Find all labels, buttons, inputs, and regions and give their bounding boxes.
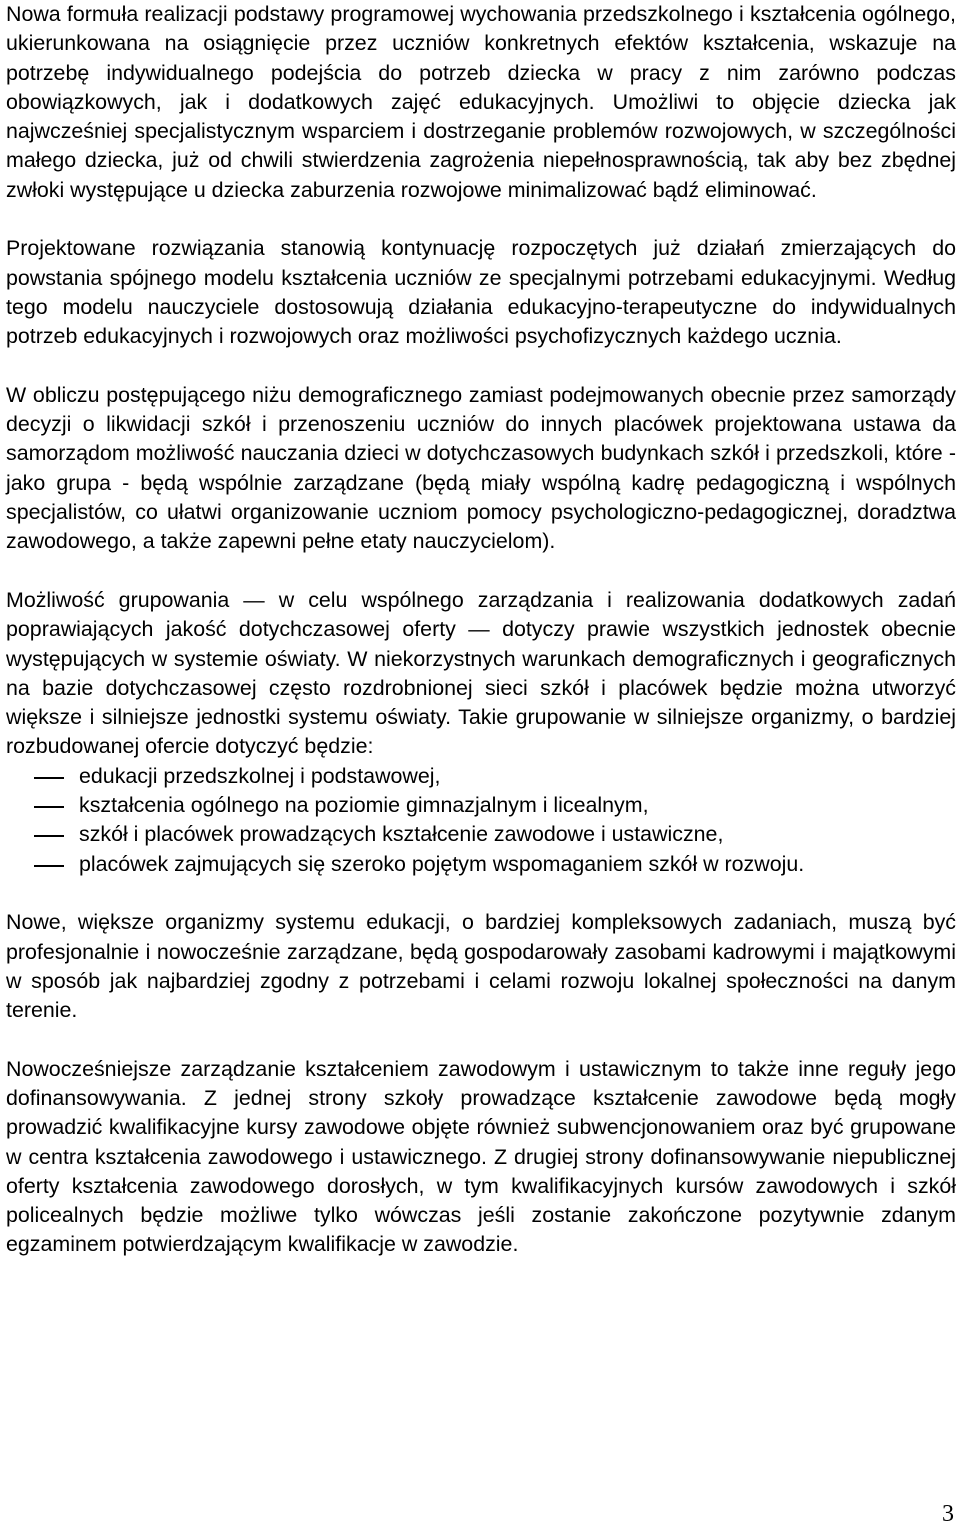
page-number: 3 [942,1501,954,1527]
paragraph-new-organisms: Nowe, większe organizmy systemu edukacji, o bardziej kompleksowych zadaniach, muszą być profesjonalnie i nowocześnie zarządzane, będą gospodarowały zasobami kadrowymi i majątkowymi w sposób jak najbardziej zgodny z potrzebami i celami rozwoju lokalnej społeczności na danym terenie. [6,910,956,1023]
grouping-list [6,762,956,879]
list-item-text: placówek zajmujących się szeroko pojętym wspomaganiem szkół w rozwoju. [79,851,805,876]
list-item [6,762,956,791]
document-page [6,0,956,1289]
list-item-text: kształcenia ogólnego na poziomie gimnazjalnym i licealnym, [79,793,649,818]
paragraph-vocational-funding: Nowocześniejsze zarządzanie kształceniem zawodowym i ustawicznym to także inne reguły jego dofinansowywania. Z jednej strony szkoły prowadzące kształcenie zawodowe będą mogły prowadzić kwalifikacyjne kursy zawodowe objęte również subwencjonowaniem oraz być grupowane w centra kształcenia zawodowego i ustawicznego. Z drugiej strony dofinansowywanie niepublicznej oferty kształcenia zawodowego dorosłych, w tym kwalifikacyjnych kursów zawodowych i szkół policealnych będzie możliwe tylko wówczas jeśli zostanie zakończone pozytywnie zdanym egzaminem potwierdzającym kwalifikacje w zawodzie. [6,1056,956,1257]
paragraph-demographic-decline: W obliczu postępującego niżu demograficznego zamiast podejmowanych obecnie przez samorządy decyzji o likwidacji szkół i przenoszeniu uczniów do innych placówek projektowana ustawa da samorządom możliwość nauczania dzieci w dotychczasowych budynkach szkół i przedszkoli, które - jako grupa - będą wspólnie zarządzane (będą miały wspólną kadrę pedagogiczną i wspólnych specjalistów, co ułatwi organizowanie uczniom pomocy psychologiczno-pedagogicznej, doradztwa zawodowego, a także zapewni pełne etaty nauczycielom). [6,382,956,554]
paragraph-grouping: Możliwość grupowania — w celu wspólnego zarządzania i realizowania dodatkowych zadań poprawiających jakość dotychczasowej oferty — dotyczy prawie wszystkich jednostek obecnie występujących w systemie oświaty. W niekorzystnych warunkach demograficznych i geograficznych na bazie dotychczasowej często rozdrobnionej sieci szkół i placówek będzie można utworzyć większe i silniejsze jednostki systemu oświaty. Takie grupowanie w silniejsze organizmy, o bardziej rozbudowanej ofercie dotyczyć będzie: [6,587,956,759]
list-item-text: szkół i placówek prowadzących kształcenie zawodowe i ustawiczne, [79,822,724,847]
list-item [6,850,956,879]
list-item [6,791,956,820]
list-item-text: edukacji przedszkolnej i podstawowej, [79,763,441,788]
dash-bullet-icon [34,835,64,837]
list-item [6,820,956,849]
dash-bullet-icon [34,777,64,779]
paragraph-early-support: Nowa formuła realizacji podstawy programowej wychowania przedszkolnego i kształcenia ogólnego, ukierunkowana na osiągnięcie przez uczniów konkretnych efektów kształcenia, wskazuje na potrzebę indywidualnego podejścia do potrzeb dziecka w pracy z nim zarówno podczas obowiązkowych, jak i dodatkowych zajęć edukacyjnych. Umożliwi to objęcie dziecka jak najwcześniej specjalistycznym wsparciem i dostrzeganie problemów rozwojowych, w szczególności małego dziecka, już od chwili stwierdzenia zagrożenia niepełnosprawnością, tak aby bez zbędnej zwłoki występujące u dziecka zaburzenia rozwojowe minimalizować bądź eliminować. [6,2,956,202]
dash-bullet-icon [34,865,64,867]
paragraph-special-needs-model: Projektowane rozwiązania stanowią kontynuację rozpoczętych już działań zmierzających do powstania spójnego modelu kształcenia uczniów ze specjalnymi potrzebami edukacyjnymi. Według tego modelu nauczyciele dostosowują działania edukacyjno-terapeutyczne do indywidualnych potrzeb edukacyjnych i rozwojowych oraz możliwości psychofizycznych każdego ucznia. [6,236,956,349]
dash-bullet-icon [34,806,64,808]
